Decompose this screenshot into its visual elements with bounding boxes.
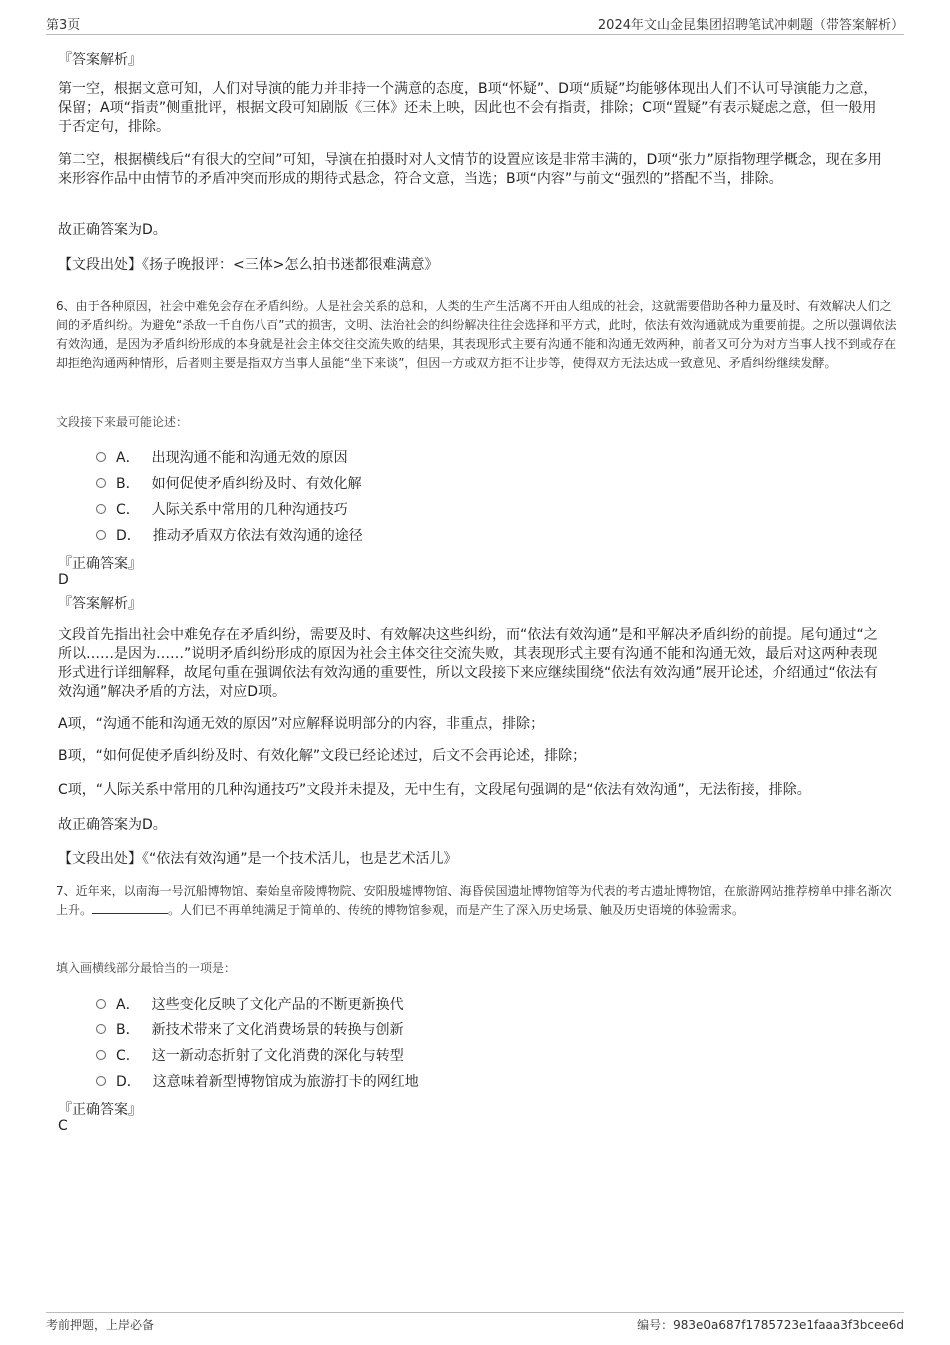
page-number: 第3页 bbox=[46, 18, 81, 33]
radio-icon[interactable] bbox=[96, 530, 106, 540]
footer-slogan: 考前押题，上岸必备 bbox=[46, 1318, 155, 1332]
q7-option-a[interactable] bbox=[96, 994, 404, 1014]
option-text: 这意味着新型博物馆成为旅游打卡的网红地 bbox=[152, 1074, 419, 1090]
q7-text-before: 7、近年来，以南海一号沉船博物馆、秦始皇帝陵博物院、安阳殷墟博物馆、海昏侯国遗址博物馆等为代表的考古遗址博物馆，在旅游网站推荐榜单中排名渐次上升。 bbox=[56, 884, 892, 917]
q6-option-a[interactable] bbox=[96, 447, 348, 467]
q5-conclusion: 故正确答案为D。 bbox=[58, 222, 167, 238]
option-letter: B． bbox=[116, 1022, 140, 1038]
q7-option-b[interactable] bbox=[96, 1019, 404, 1039]
q6-option-b[interactable] bbox=[96, 473, 362, 493]
q5-analysis-label: 『答案解析』 bbox=[58, 52, 142, 68]
q6-analysis-p1: 文段首先指出社会中难免存在矛盾纠纷，需要及时、有效解决这些纠纷，而“依法有效沟通”是和平解决矛盾纠纷的前提。尾句通过“之所以……是因为……”说明矛盾纠纷形成的原因为社会主体交往交流失败，其表现形式主要有沟通不能和沟通无效，最后对这两种表现形式进行详细解释，故尾句重在强调依法有效沟通的重要性，所以文段接下来应继续围绕“依法有效沟通”展开论述，介绍通过“依法有效沟通”解决矛盾的方法，对应D项。 bbox=[58, 627, 878, 700]
q7-question-text bbox=[56, 882, 898, 920]
q6-analysis-c: C项，“人际关系中常用的几种沟通技巧”文段并未提及，无中生有，文段尾句强调的是“依法有效沟通”，无法衔接，排除。 bbox=[58, 782, 811, 798]
q6-analysis-b: B项，“如何促使矛盾纠纷及时、有效化解”文段已经论述过，后文不会再论述，排除； bbox=[58, 748, 587, 764]
q5-source: 【文段出处】《扬子晚报评：<三体>怎么拍书迷都很难满意》 bbox=[58, 257, 439, 273]
q7-text-after: 。人们已不再单纯满足于简单的、传统的博物馆参观，而是产生了深入历史场景、触及历史语境的体验需求。 bbox=[168, 903, 745, 917]
option-text: 这一新动态折射了文化消费的深化与转型 bbox=[151, 1048, 404, 1064]
option-text: 人际关系中常用的几种沟通技巧 bbox=[151, 502, 348, 518]
radio-icon[interactable] bbox=[96, 1076, 106, 1086]
q7-answer: C bbox=[58, 1118, 68, 1134]
option-letter: C． bbox=[116, 1048, 140, 1064]
radio-icon[interactable] bbox=[96, 504, 106, 514]
q6-option-c[interactable] bbox=[96, 499, 348, 519]
q6-prompt: 文段接下来最可能论述： bbox=[56, 415, 189, 429]
q7-answer-label: 『正确答案』 bbox=[58, 1102, 142, 1118]
fill-blank bbox=[92, 901, 168, 914]
q6-answer-label: 『正确答案』 bbox=[58, 556, 142, 572]
page-footer bbox=[46, 1312, 904, 1337]
q6-option-d[interactable] bbox=[96, 525, 363, 545]
radio-icon[interactable] bbox=[96, 478, 106, 488]
q5-analysis-p2: 第二空，根据横线后“有很大的空间”可知，导演在拍摄时对人文情节的设置应该是非常丰满的，D项“张力”原指物理学概念，现在多用来形容作品中由情节的矛盾冲突而形成的期待式悬念，符合文意，当选；B项“内容”与前文“强烈的”搭配不当，排除。 bbox=[58, 152, 882, 187]
q6-answer: D bbox=[58, 572, 69, 588]
option-letter: D． bbox=[116, 1074, 141, 1090]
option-letter: A． bbox=[116, 450, 140, 466]
option-text: 这些变化反映了文化产品的不断更新换代 bbox=[151, 997, 404, 1013]
radio-icon[interactable] bbox=[96, 1050, 106, 1060]
q6-analysis-a: A项，“沟通不能和沟通无效的原因”对应解释说明部分的内容，非重点，排除； bbox=[58, 716, 545, 732]
q6-analysis-label: 『答案解析』 bbox=[58, 596, 142, 612]
option-text: 推动矛盾双方依法有效沟通的途径 bbox=[152, 528, 363, 544]
option-letter: B． bbox=[116, 476, 140, 492]
q6-question-text: 6、由于各种原因，社会中难免会存在矛盾纠纷。人是社会关系的总和，人类的生产生活离不开由人组成的社会，这就需要借助各种力量及时、有效解决人们之间的矛盾纠纷。为避免“杀敌一千自伤八百”式的损害，文明、法治社会的纠纷解决往往会选择和平方式，此时，依法有效沟通就成为重要前提。之所以强调依法有效沟通，是因为矛盾纠纷形成的本身就是社会主体交往交流失败的结果，其表现形式主要有沟通不能和沟通无效两种，前者又可分为对方当事人找不到或存在却拒绝沟通两种情形，后者则主要是指双方当事人虽能“坐下来谈”，但因一方或双方拒不让步等，使得双方无法达成一致意见、矛盾纠纷继续发酵。 bbox=[56, 299, 897, 370]
q5-analysis-p1: 第一空，根据文意可知，人们对导演的能力并非持一个满意的态度，B项“怀疑”、D项“质疑”均能够体现出人们不认可导演能力之意，保留；A项“指责”侧重批评，根据文段可知剧版《三体》还未上映，因此也不会有指责，排除；C项“置疑”有表示疑虑之意，但一般用于否定句，排除。 bbox=[58, 81, 878, 135]
q7-option-d[interactable] bbox=[96, 1071, 419, 1091]
option-letter: A． bbox=[116, 997, 140, 1013]
option-text: 如何促使矛盾纠纷及时、有效化解 bbox=[151, 476, 362, 492]
option-text: 出现沟通不能和沟通无效的原因 bbox=[151, 450, 348, 466]
radio-icon[interactable] bbox=[96, 999, 106, 1009]
radio-icon[interactable] bbox=[96, 452, 106, 462]
option-letter: C． bbox=[116, 502, 140, 518]
option-text: 新技术带来了文化消费场景的转换与创新 bbox=[151, 1022, 404, 1038]
q7-option-c[interactable] bbox=[96, 1045, 404, 1065]
document-title: 2024年文山金昆集团招聘笔试冲刺题（带答案解析） bbox=[597, 18, 904, 33]
q6-conclusion: 故正确答案为D。 bbox=[58, 817, 167, 833]
option-letter: D． bbox=[116, 528, 141, 544]
page-header bbox=[46, 12, 904, 35]
q7-prompt: 填入画横线部分最恰当的一项是： bbox=[56, 961, 237, 975]
q6-source: 【文段出处】《“依法有效沟通”是一个技术活儿，也是艺术活儿》 bbox=[58, 851, 458, 867]
document-code: 编号：983e0a687f1785723e1faaa3f3bcee6d bbox=[637, 1318, 904, 1332]
radio-icon[interactable] bbox=[96, 1024, 106, 1034]
